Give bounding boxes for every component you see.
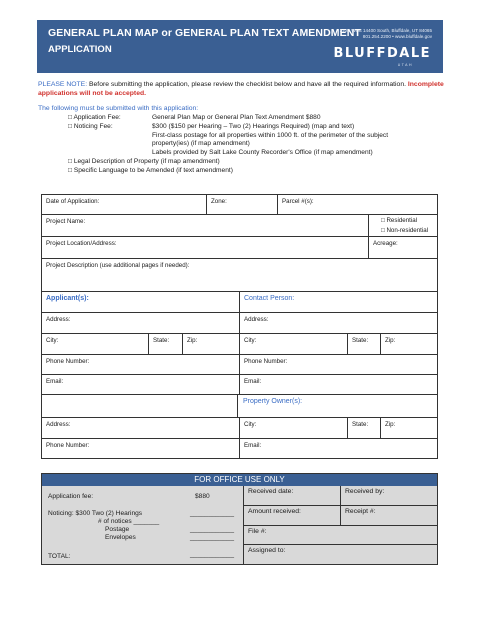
zone-field[interactable] [206, 195, 277, 214]
postage-blank[interactable]: ____________ [190, 526, 235, 533]
field-label: Assigned to: [248, 547, 286, 554]
applicant-section [42, 292, 239, 312]
field-label: Acreage: [373, 240, 398, 247]
note-text: Before submitting the application, please review the checklist below and have all the required information. [87, 81, 408, 88]
field-label: Amount received: [248, 508, 301, 515]
contact-zip-field[interactable] [380, 334, 437, 354]
note-prefix: PLEASE NOTE: [38, 81, 88, 88]
office-fees [42, 486, 243, 564]
owner-city-field[interactable] [239, 418, 347, 438]
field-label: Received date: [248, 488, 294, 495]
field-label: State: [153, 337, 170, 344]
requirement-value: $300 ($150 per Hearing – Two (2) Hearings Required) (map and text) [152, 123, 355, 130]
office-row [244, 526, 438, 545]
field-label: City: [46, 337, 59, 344]
owner-email-field[interactable] [239, 439, 437, 458]
requirement-value: property(ies) (if map amendment) [152, 140, 250, 147]
field-label: Phone Number: [46, 358, 90, 365]
envelopes-blank[interactable]: ____________ [190, 534, 235, 541]
field-label: Parcel #(s): [282, 198, 314, 205]
project-location-field[interactable] [42, 237, 368, 258]
notices-label: # of notices _______ [98, 518, 160, 525]
field-label: City: [244, 337, 257, 344]
field-label: Zip: [385, 421, 396, 428]
date-of-application-field[interactable] [42, 195, 206, 214]
project-description-field[interactable] [42, 259, 437, 291]
requirements-title: The following must be submitted with this application: [38, 105, 199, 112]
header-banner [37, 20, 443, 73]
divider [237, 394, 238, 418]
noticing-blank[interactable]: ____________ [190, 510, 235, 517]
requirement-label: □ Legal Description of Property (if map amendment) [68, 158, 220, 165]
envelopes-label: Envelopes [105, 534, 136, 541]
field-label: Phone Number: [244, 358, 288, 365]
form-row [41, 374, 438, 395]
field-label: Zip: [385, 337, 396, 344]
form-row [41, 417, 438, 439]
field-label: Received by: [345, 488, 385, 495]
form-subtitle: APPLICATION [48, 44, 112, 55]
form-row [41, 258, 438, 292]
received-date-field[interactable] [244, 486, 341, 505]
office-receipt [243, 486, 437, 564]
contact-state-field[interactable] [347, 334, 380, 354]
city-logo-sub: UTAH [397, 63, 413, 67]
requirement-value: Labels provided by Salt Lake County Recorder's Office (if map amendment) [152, 148, 373, 156]
form-row [41, 214, 438, 237]
applicant-state-field[interactable] [148, 334, 182, 354]
note-warning: Incomplete applications will not be accepted. [38, 81, 444, 97]
office-use-section [41, 473, 438, 565]
field-label: Phone Number: [46, 442, 90, 449]
amount-received-field[interactable] [244, 506, 341, 525]
form-row [41, 438, 438, 459]
form-title: GENERAL PLAN MAP or GENERAL PLAN TEXT AMENDMENT [48, 27, 361, 39]
residential-checkbox[interactable]: □ Residential [381, 217, 418, 224]
field-label: Date of Application: [46, 198, 100, 205]
field-label: Email: [46, 378, 64, 385]
requirement-value: First-class postage for all properties within 1000 ft. of the perimeter of the subject [152, 131, 389, 139]
office-use-title: FOR OFFICE USE ONLY [42, 474, 437, 486]
city-address [340, 28, 432, 40]
applicant-address-field[interactable] [42, 313, 239, 333]
field-label: Address: [46, 421, 71, 428]
field-label: Address: [244, 316, 269, 323]
contact-person-label: Contact Person: [244, 295, 295, 302]
contact-email-field[interactable] [239, 375, 437, 394]
contact-city-field[interactable] [239, 334, 347, 354]
receipt-field[interactable] [341, 506, 438, 525]
field-label: Email: [244, 378, 262, 385]
owner-phone-field[interactable] [42, 439, 239, 458]
total-label: TOTAL: [48, 553, 71, 560]
office-row [244, 506, 438, 526]
postage-label: Postage [105, 526, 130, 533]
requirement-label: □ Noticing Fee: [68, 123, 113, 130]
requirement-label: □ Specific Language to be Amended (if text amendment) [68, 167, 233, 174]
project-type [368, 215, 437, 236]
acreage-field[interactable] [368, 237, 437, 258]
office-row [244, 545, 438, 564]
applicant-label: Applicant(s): [46, 295, 89, 302]
form-row [41, 194, 438, 215]
please-note [38, 80, 448, 98]
form-row [41, 333, 438, 355]
field-label: Project Name: [46, 218, 86, 225]
form-row [41, 354, 438, 375]
office-row [244, 486, 438, 506]
project-name-field[interactable] [42, 215, 368, 236]
field-label: File #: [248, 528, 267, 535]
field-label: City: [244, 421, 257, 428]
noticing-label: Noticing: $300 Two (2) Hearings [48, 510, 143, 517]
application-fee-label: Application fee: [48, 493, 94, 500]
assigned-to-field[interactable] [244, 545, 438, 564]
applicant-email-field[interactable] [42, 375, 239, 394]
owner-state-field[interactable] [347, 418, 380, 438]
total-blank[interactable]: ____________ [190, 551, 235, 558]
field-label: Zone: [211, 198, 227, 205]
parcel-field[interactable] [277, 195, 437, 214]
applicant-zip-field[interactable] [182, 334, 239, 354]
field-label: Project Location/Address: [46, 240, 117, 247]
field-label: Receipt #: [345, 508, 376, 515]
form-row [41, 394, 438, 418]
received-by-field[interactable] [341, 486, 438, 505]
property-owner-label: Property Owner(s): [243, 398, 303, 405]
contact-phone-field[interactable] [239, 355, 437, 374]
field-label: Project Description (use additional pages if needed): [46, 262, 190, 269]
file-field[interactable] [244, 526, 438, 544]
applicant-phone-field[interactable] [42, 355, 239, 374]
form-row [41, 291, 438, 313]
requirement-label: □ Application Fee: [68, 114, 121, 121]
form-row [41, 312, 438, 334]
owner-address-field[interactable] [42, 418, 239, 438]
contact-person-field[interactable] [239, 292, 437, 312]
form-row [41, 236, 438, 259]
contact-address-field[interactable] [239, 313, 437, 333]
owner-zip-field[interactable] [380, 418, 437, 438]
contact-line: 801.254.2200 • www.bluffdale.gov [362, 34, 432, 39]
application-fee-value: $880 [195, 493, 210, 500]
field-label: State: [352, 421, 369, 428]
field-label: Address: [46, 316, 71, 323]
property-owner-section [239, 395, 437, 417]
applicant-city-field[interactable] [42, 334, 148, 354]
field-label: State: [352, 337, 369, 344]
requirement-value: General Plan Map or General Plan Text Amendment $880 [152, 114, 321, 121]
address-line: 2222 West 14400 South, Bluffdale, UT 84065 [339, 28, 432, 33]
non-residential-checkbox[interactable]: □ Non-residential [381, 227, 429, 234]
field-label: Email: [244, 442, 262, 449]
city-logo: BLUFFDALE [333, 46, 431, 61]
field-label: Zip: [187, 337, 198, 344]
